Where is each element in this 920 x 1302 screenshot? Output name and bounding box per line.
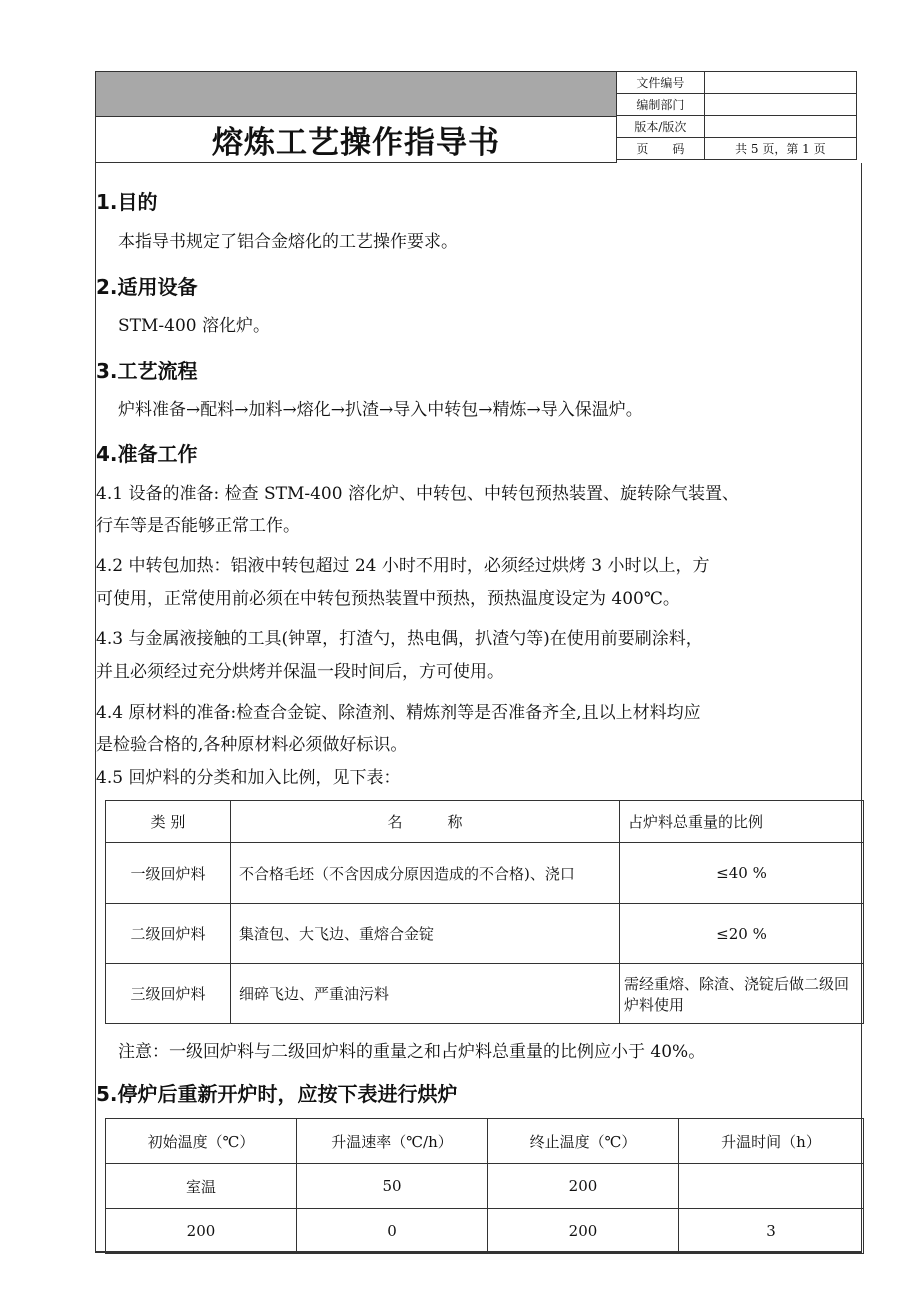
- meta-value: [704, 116, 856, 138]
- meta-label: 版本/版次: [617, 116, 705, 138]
- section-4-heading: 4.准备工作: [96, 442, 198, 466]
- section-3-heading: 3.工艺流程: [96, 359, 198, 383]
- document-meta-table: [616, 71, 857, 160]
- name-cell: 不合格毛坯（不含因成分原因造成的不合格)、浇口: [231, 843, 620, 904]
- table-header: 名 称: [231, 801, 620, 843]
- para-4-1-line2: 行车等是否能够正常工作。: [96, 516, 300, 536]
- name-cell: 集渣包、大飞边、重熔合金锭: [231, 904, 620, 964]
- document-title: 熔炼工艺操作指导书: [212, 125, 500, 161]
- table-row: [106, 904, 864, 964]
- meta-value: [704, 72, 856, 94]
- section-3-text: 炉料准备→配料→加料→熔化→扒渣→导入中转包→精炼→导入保温炉。: [118, 400, 643, 420]
- meta-label: 文件编号: [617, 72, 705, 94]
- meta-label: 页 码: [617, 138, 705, 160]
- section-5-heading: 5.停炉后重新开炉时，应按下表进行烘炉: [96, 1082, 458, 1106]
- table-header: 升温时间（h）: [679, 1119, 864, 1164]
- document-header: [95, 71, 857, 163]
- recycle-ratio-table: [105, 800, 864, 1024]
- table-cell: 200: [488, 1209, 679, 1254]
- ratio-cell: ≤40 %: [620, 843, 864, 904]
- header-banner: [95, 71, 617, 117]
- note-text: 注意：一级回炉料与二级回炉料的重量之和占炉料总重量的比例应小于 40%。: [118, 1042, 706, 1062]
- table-cell: 50: [297, 1164, 488, 1209]
- para-4-3-line1: 4.3 与金属液接触的工具(钟罩，打渣勺，热电偶，扒渣勺等)在使用前要刷涂料，: [96, 629, 703, 649]
- table-cell: 室温: [106, 1164, 297, 1209]
- table-header: 升温速率（℃/h）: [297, 1119, 488, 1164]
- section-2-text: STM-400 溶化炉。: [118, 316, 270, 336]
- meta-value: [704, 94, 856, 116]
- para-4-1-line1: 4.1 设备的准备: 检查 STM-400 溶化炉、中转包、中转包预热装置、旋转除气装置、: [96, 484, 739, 504]
- section-1-text: 本指导书规定了铝合金熔化的工艺操作要求。: [118, 232, 458, 252]
- para-4-4-line1: 4.4 原材料的准备:检查合金锭、除渣剂、精炼剂等是否准备齐全,且以上材料均应: [96, 703, 701, 723]
- table-cell: 200: [488, 1164, 679, 1209]
- ratio-cell: 需经重熔、除渣、浇锭后做二级回炉料使用: [620, 964, 864, 1024]
- table-cell: 3: [679, 1209, 864, 1254]
- title-box: [95, 116, 617, 163]
- table-row: [106, 1164, 864, 1209]
- bake-schedule-table: [105, 1118, 864, 1254]
- table-row: [106, 1209, 864, 1254]
- table-cell: 0: [297, 1209, 488, 1254]
- table-cell: [679, 1164, 864, 1209]
- ratio-cell: ≤20 %: [620, 904, 864, 964]
- section-1-heading: 1.目的: [96, 190, 158, 214]
- section-2-heading: 2.适用设备: [96, 275, 198, 299]
- para-4-2-line2: 可使用，正常使用前必须在中转包预热装置中预热，预热温度设定为 400℃。: [96, 589, 680, 609]
- category-cell: 三级回炉料: [106, 964, 231, 1024]
- table-row: [106, 843, 864, 904]
- table-row: [106, 964, 864, 1024]
- name-cell: 细碎飞边、严重油污料: [231, 964, 620, 1024]
- category-cell: 二级回炉料: [106, 904, 231, 964]
- table-header: 占炉料总重量的比例: [620, 801, 864, 843]
- para-4-3-line2: 并且必须经过充分烘烤并保温一段时间后，方可使用。: [96, 662, 504, 682]
- table-header: 类 别: [106, 801, 231, 843]
- table-header: 初始温度（℃）: [106, 1119, 297, 1164]
- category-cell: 一级回炉料: [106, 843, 231, 904]
- para-4-4-line2: 是检验合格的,各种原材料必须做好标识。: [96, 735, 408, 755]
- table-header: 终止温度（℃）: [488, 1119, 679, 1164]
- table-cell: 200: [106, 1209, 297, 1254]
- meta-value: 共 5 页，第 1 页: [704, 138, 856, 160]
- para-4-5: 4.5 回炉料的分类和加入比例，见下表：: [96, 768, 401, 788]
- para-4-2-line1: 4.2 中转包加热：铝液中转包超过 24 小时不用时，必须经过烘烤 3 小时以上，方: [96, 556, 710, 576]
- meta-label: 编制部门: [617, 94, 705, 116]
